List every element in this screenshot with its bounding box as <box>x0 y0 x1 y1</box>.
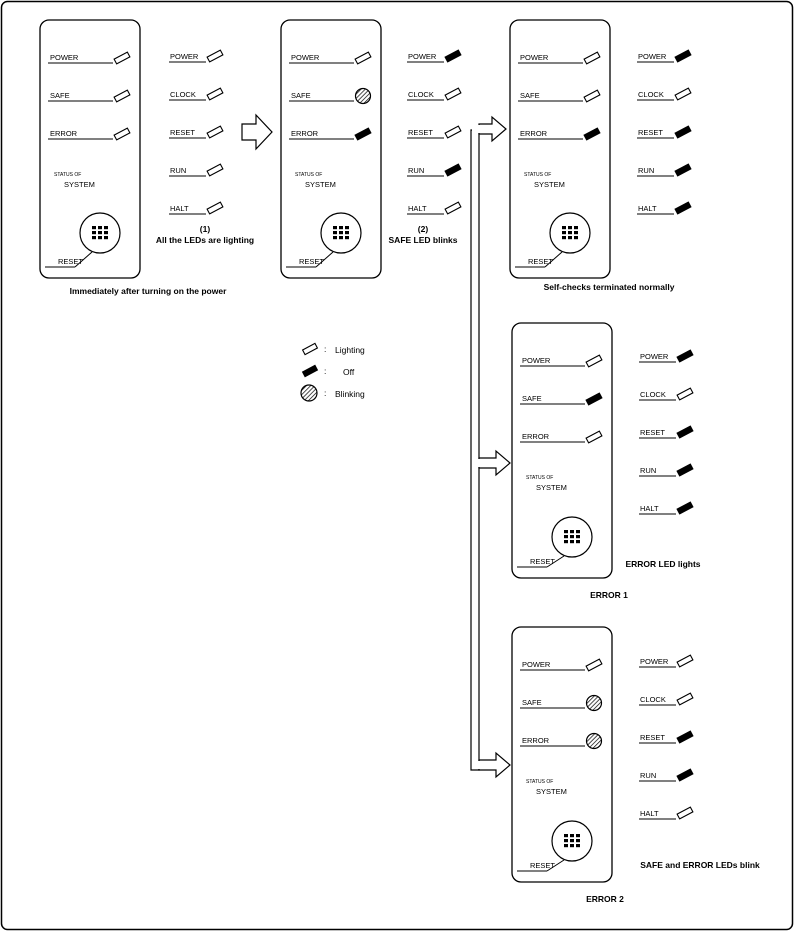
keypad-icon <box>564 834 580 847</box>
side-led-halt-lighting <box>207 202 223 214</box>
side-label-run: RUN <box>170 166 187 175</box>
side-label-halt: HALT <box>640 504 659 513</box>
side-leds <box>637 50 691 214</box>
side-led-run-off <box>677 769 693 781</box>
branch-line <box>471 130 479 770</box>
arrow-to-normal <box>479 117 506 141</box>
keypad-icon <box>333 226 349 239</box>
side-led-power-lighting <box>207 50 223 62</box>
side-label-halt: HALT <box>170 204 189 213</box>
side-label-clock: CLOCK <box>638 90 664 99</box>
panel-label-safe: SAFE <box>522 394 542 403</box>
side-led-reset-off <box>675 126 691 138</box>
reset-label: RESET <box>530 861 556 870</box>
state-error-2 <box>512 627 760 904</box>
status-of-label: STATUS OF <box>54 172 82 178</box>
legend <box>301 343 365 401</box>
device-panel <box>512 323 612 578</box>
side-leds <box>169 50 223 214</box>
panel-label-power: POWER <box>520 53 549 62</box>
legend-off-label: Off <box>343 367 355 377</box>
state-caption: SAFE and ERROR LEDs blink <box>640 860 760 870</box>
side-led-clock-lighting <box>675 88 691 100</box>
legend-separator-blinking: : <box>324 388 327 398</box>
side-led-run-lighting <box>207 164 223 176</box>
step-number: (1) <box>199 224 211 234</box>
system-label: SYSTEM <box>536 483 567 492</box>
state-normal <box>510 20 691 292</box>
side-led-halt-off <box>675 202 691 214</box>
side-label-run: RUN <box>640 771 657 780</box>
side-label-halt: HALT <box>408 204 427 213</box>
reset-label: RESET <box>299 257 325 266</box>
panel-label-error: ERROR <box>522 736 550 745</box>
device-panel <box>281 20 381 278</box>
keypad-icon <box>562 226 578 239</box>
side-label-power: POWER <box>408 52 437 61</box>
side-label-reset: RESET <box>408 128 434 137</box>
arrow-power-on-to-safe-blinks <box>242 115 272 149</box>
legend-off-icon <box>303 365 318 376</box>
state-caption: ERROR LED lights <box>625 559 701 569</box>
panel-label-error: ERROR <box>50 129 78 138</box>
state-safe-blinks <box>281 20 461 278</box>
side-label-reset: RESET <box>640 428 666 437</box>
state-caption: SAFE LED blinks <box>388 235 458 245</box>
side-label-halt: HALT <box>638 204 657 213</box>
side-label-run: RUN <box>640 466 657 475</box>
side-led-run-off <box>675 164 691 176</box>
side-led-halt-off <box>677 502 693 514</box>
side-label-reset: RESET <box>640 733 666 742</box>
state-error-1 <box>512 323 701 600</box>
side-label-clock: CLOCK <box>408 90 434 99</box>
status-of-label: STATUS OF <box>524 172 552 178</box>
side-led-halt-lighting <box>445 202 461 214</box>
panel-label-power: POWER <box>291 53 320 62</box>
reset-label: RESET <box>58 257 84 266</box>
device-panel <box>40 20 140 278</box>
panel-label-power: POWER <box>522 356 551 365</box>
panel-led-error-blinking <box>587 734 602 749</box>
side-led-clock-lighting <box>677 388 693 400</box>
side-label-clock: CLOCK <box>640 695 666 704</box>
side-led-power-off <box>445 50 461 62</box>
side-label-reset: RESET <box>638 128 664 137</box>
panel-label-safe: SAFE <box>522 698 542 707</box>
side-leds <box>639 350 693 514</box>
panel-label-error: ERROR <box>522 432 550 441</box>
side-label-power: POWER <box>638 52 667 61</box>
side-led-power-off <box>675 50 691 62</box>
state-power-on <box>40 20 254 296</box>
panel-label-safe: SAFE <box>520 91 540 100</box>
side-led-clock-lighting <box>677 693 693 705</box>
side-led-reset-lighting <box>207 126 223 138</box>
state-title: Immediately after turning on the power <box>69 286 227 296</box>
state-caption: All the LEDs are lighting <box>155 235 255 245</box>
panel-label-error: ERROR <box>520 129 548 138</box>
keypad-icon <box>92 226 108 239</box>
side-label-clock: CLOCK <box>170 90 196 99</box>
arrow-to-error-1 <box>479 451 510 475</box>
status-of-label: STATUS OF <box>526 779 554 785</box>
side-leds <box>407 50 461 214</box>
state-title: ERROR 2 <box>586 894 624 904</box>
side-label-halt: HALT <box>640 809 659 818</box>
panel-label-safe: SAFE <box>50 91 70 100</box>
side-label-run: RUN <box>408 166 425 175</box>
side-leds <box>639 655 693 819</box>
legend-separator-off: : <box>324 366 327 376</box>
side-led-halt-lighting <box>677 807 693 819</box>
side-led-clock-lighting <box>207 88 223 100</box>
side-label-run: RUN <box>638 166 655 175</box>
legend-blinking-label: Blinking <box>335 389 365 399</box>
side-label-reset: RESET <box>170 128 196 137</box>
panel-label-power: POWER <box>522 660 551 669</box>
device-panel <box>512 627 612 882</box>
side-label-power: POWER <box>170 52 199 61</box>
system-label: SYSTEM <box>64 180 95 189</box>
keypad-icon <box>564 530 580 543</box>
reset-label: RESET <box>530 557 556 566</box>
device-panel <box>510 20 610 278</box>
legend-blinking-icon <box>301 385 317 401</box>
panel-led-safe-blinking <box>587 696 602 711</box>
state-title: Self-checks terminated normally <box>543 282 675 292</box>
side-label-clock: CLOCK <box>640 390 666 399</box>
arrow-to-error-2 <box>479 753 510 777</box>
system-label: SYSTEM <box>536 787 567 796</box>
side-label-power: POWER <box>640 657 669 666</box>
side-led-run-off <box>677 464 693 476</box>
system-label: SYSTEM <box>305 180 336 189</box>
panel-label-power: POWER <box>50 53 79 62</box>
side-led-power-off <box>677 350 693 362</box>
legend-lighting-label: Lighting <box>335 345 365 355</box>
legend-lighting-icon <box>303 343 318 354</box>
side-led-reset-lighting <box>445 126 461 138</box>
panel-led-safe-blinking <box>356 89 371 104</box>
panel-label-safe: SAFE <box>291 91 311 100</box>
panel-label-error: ERROR <box>291 129 319 138</box>
side-label-power: POWER <box>640 352 669 361</box>
reset-label: RESET <box>528 257 554 266</box>
side-led-reset-off <box>677 426 693 438</box>
status-of-label: STATUS OF <box>295 172 323 178</box>
step-number: (2) <box>417 224 429 234</box>
system-label: SYSTEM <box>534 180 565 189</box>
status-of-label: STATUS OF <box>526 475 554 481</box>
state-title: ERROR 1 <box>590 590 628 600</box>
legend-separator-lighting: : <box>324 344 327 354</box>
side-led-reset-off <box>677 731 693 743</box>
side-led-run-off <box>445 164 461 176</box>
side-led-clock-lighting <box>445 88 461 100</box>
side-led-power-lighting <box>677 655 693 667</box>
